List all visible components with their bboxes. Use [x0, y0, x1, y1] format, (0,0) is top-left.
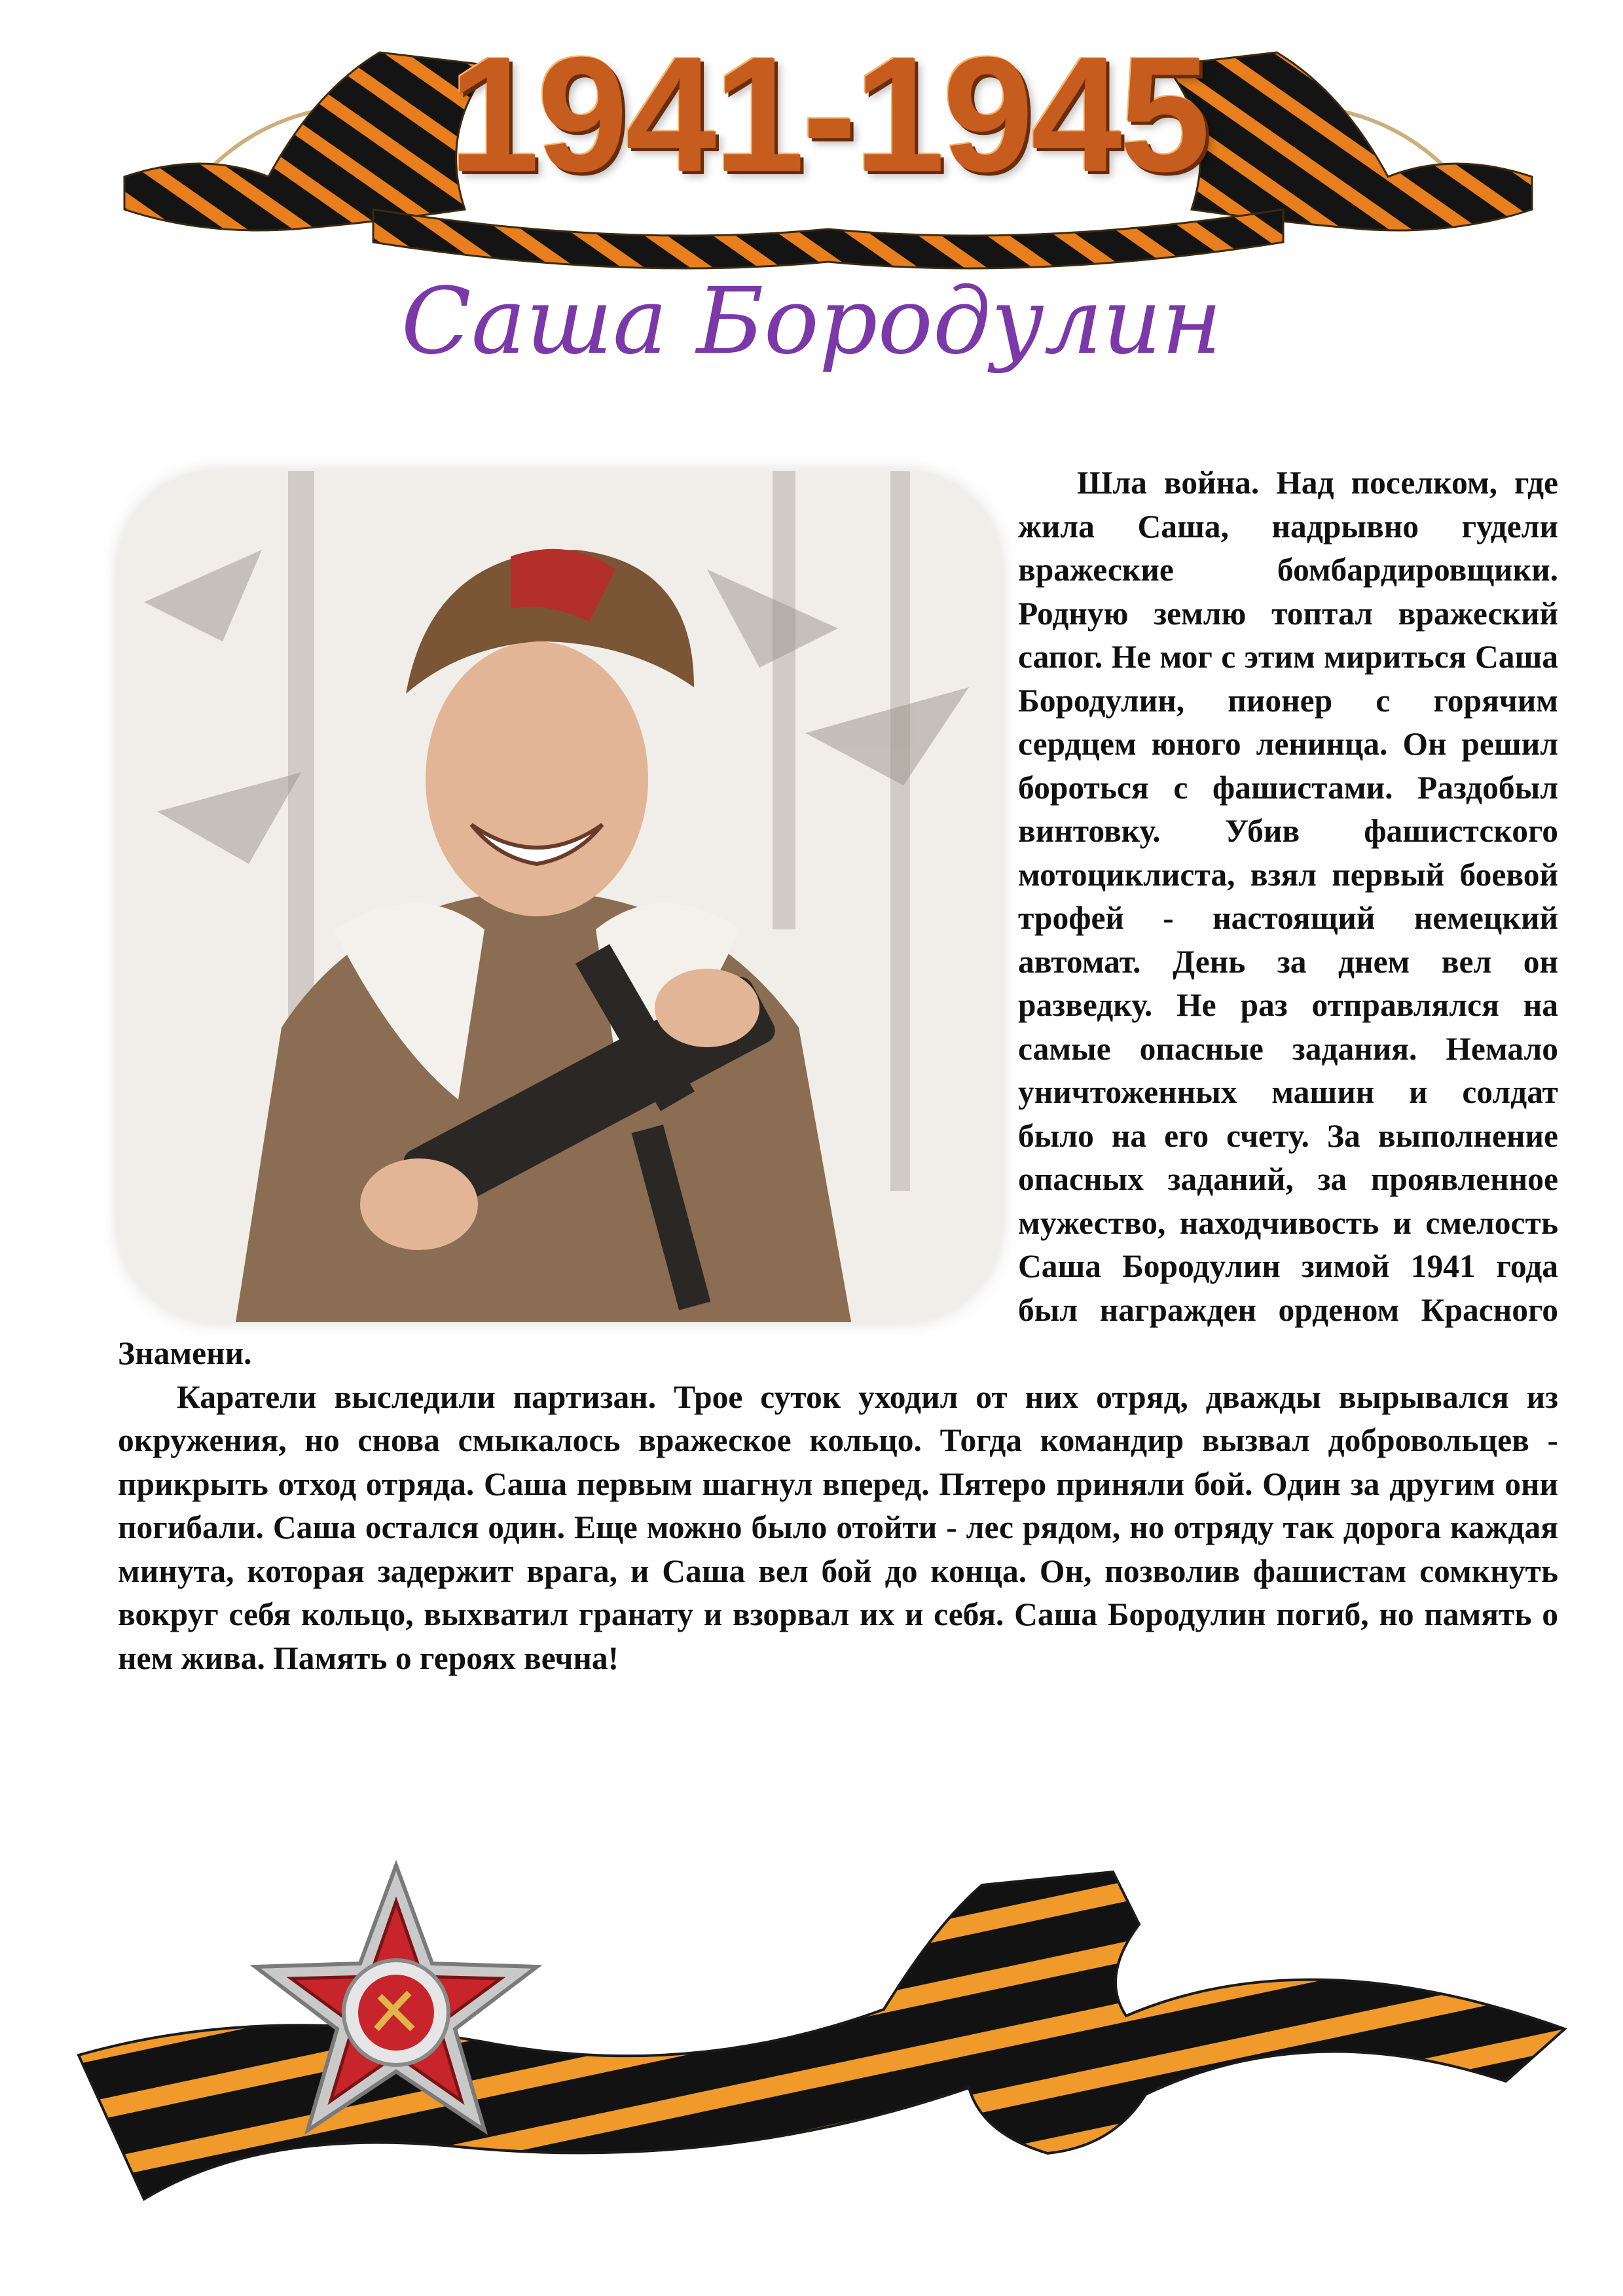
order-of-patriotic-war-icon	[242, 1859, 550, 2166]
portrait-spacer	[118, 461, 1018, 1329]
footer-ribbon	[65, 1846, 1578, 2212]
ribbon-center-band	[373, 209, 1283, 268]
story-paragraph-2: Каратели выследили партизан. Трое суток уходил от них отряд, дважды вырывался из окружения, но снова смыкалось вражеское кольцо. Тогда командир вызвал добровольцев - прикрыть отход отряда. Саша первым шагнул вперед. Пятеро приняли бой. Один за другим они погибали. Саша остался один. Еще можно было отойти - лес рядом, но отряду так дорога каждая минута, которая задержит врага, и Саша вел бой до конца. Он, позволив фашистам сомкнуть вокруг себя кольцо, выхватил гранату и взорвал их и себя. Саша Бородулин погиб, но память о нем жива. Память о героях вечна!	[118, 1378, 1558, 1676]
story-paragraph-1: Шла война. Над поселком, где жила Саша, надрывно гудели вражеские бомбардировщики. Родную землю топтал вражеский сапог. Не мог с этим мириться Саша Бородулин, пионер с горячим сердцем юного ленинца. Он решил бороться с фашистами. Раздобыл винтовку. Убив фашистского мотоциклиста, взял первый боевой трофей - настоящий немецкий автомат. День за днем вел он разведку. Не раз отправлялся на самые опасные задания. Немало уничтоженных машин и солдат было на его счету. За выполнение опасных заданий, за проявленное мужество, находчивость и смелость Саша Бородулин зимой 1941 года был награжден орденом Красного Знамени.	[118, 465, 1558, 1371]
page-title: Саша Бородулин	[401, 268, 1222, 375]
header-banner	[98, 13, 1558, 288]
banner-years: 1941-1945	[448, 23, 1208, 206]
story-text	[118, 461, 1558, 1680]
